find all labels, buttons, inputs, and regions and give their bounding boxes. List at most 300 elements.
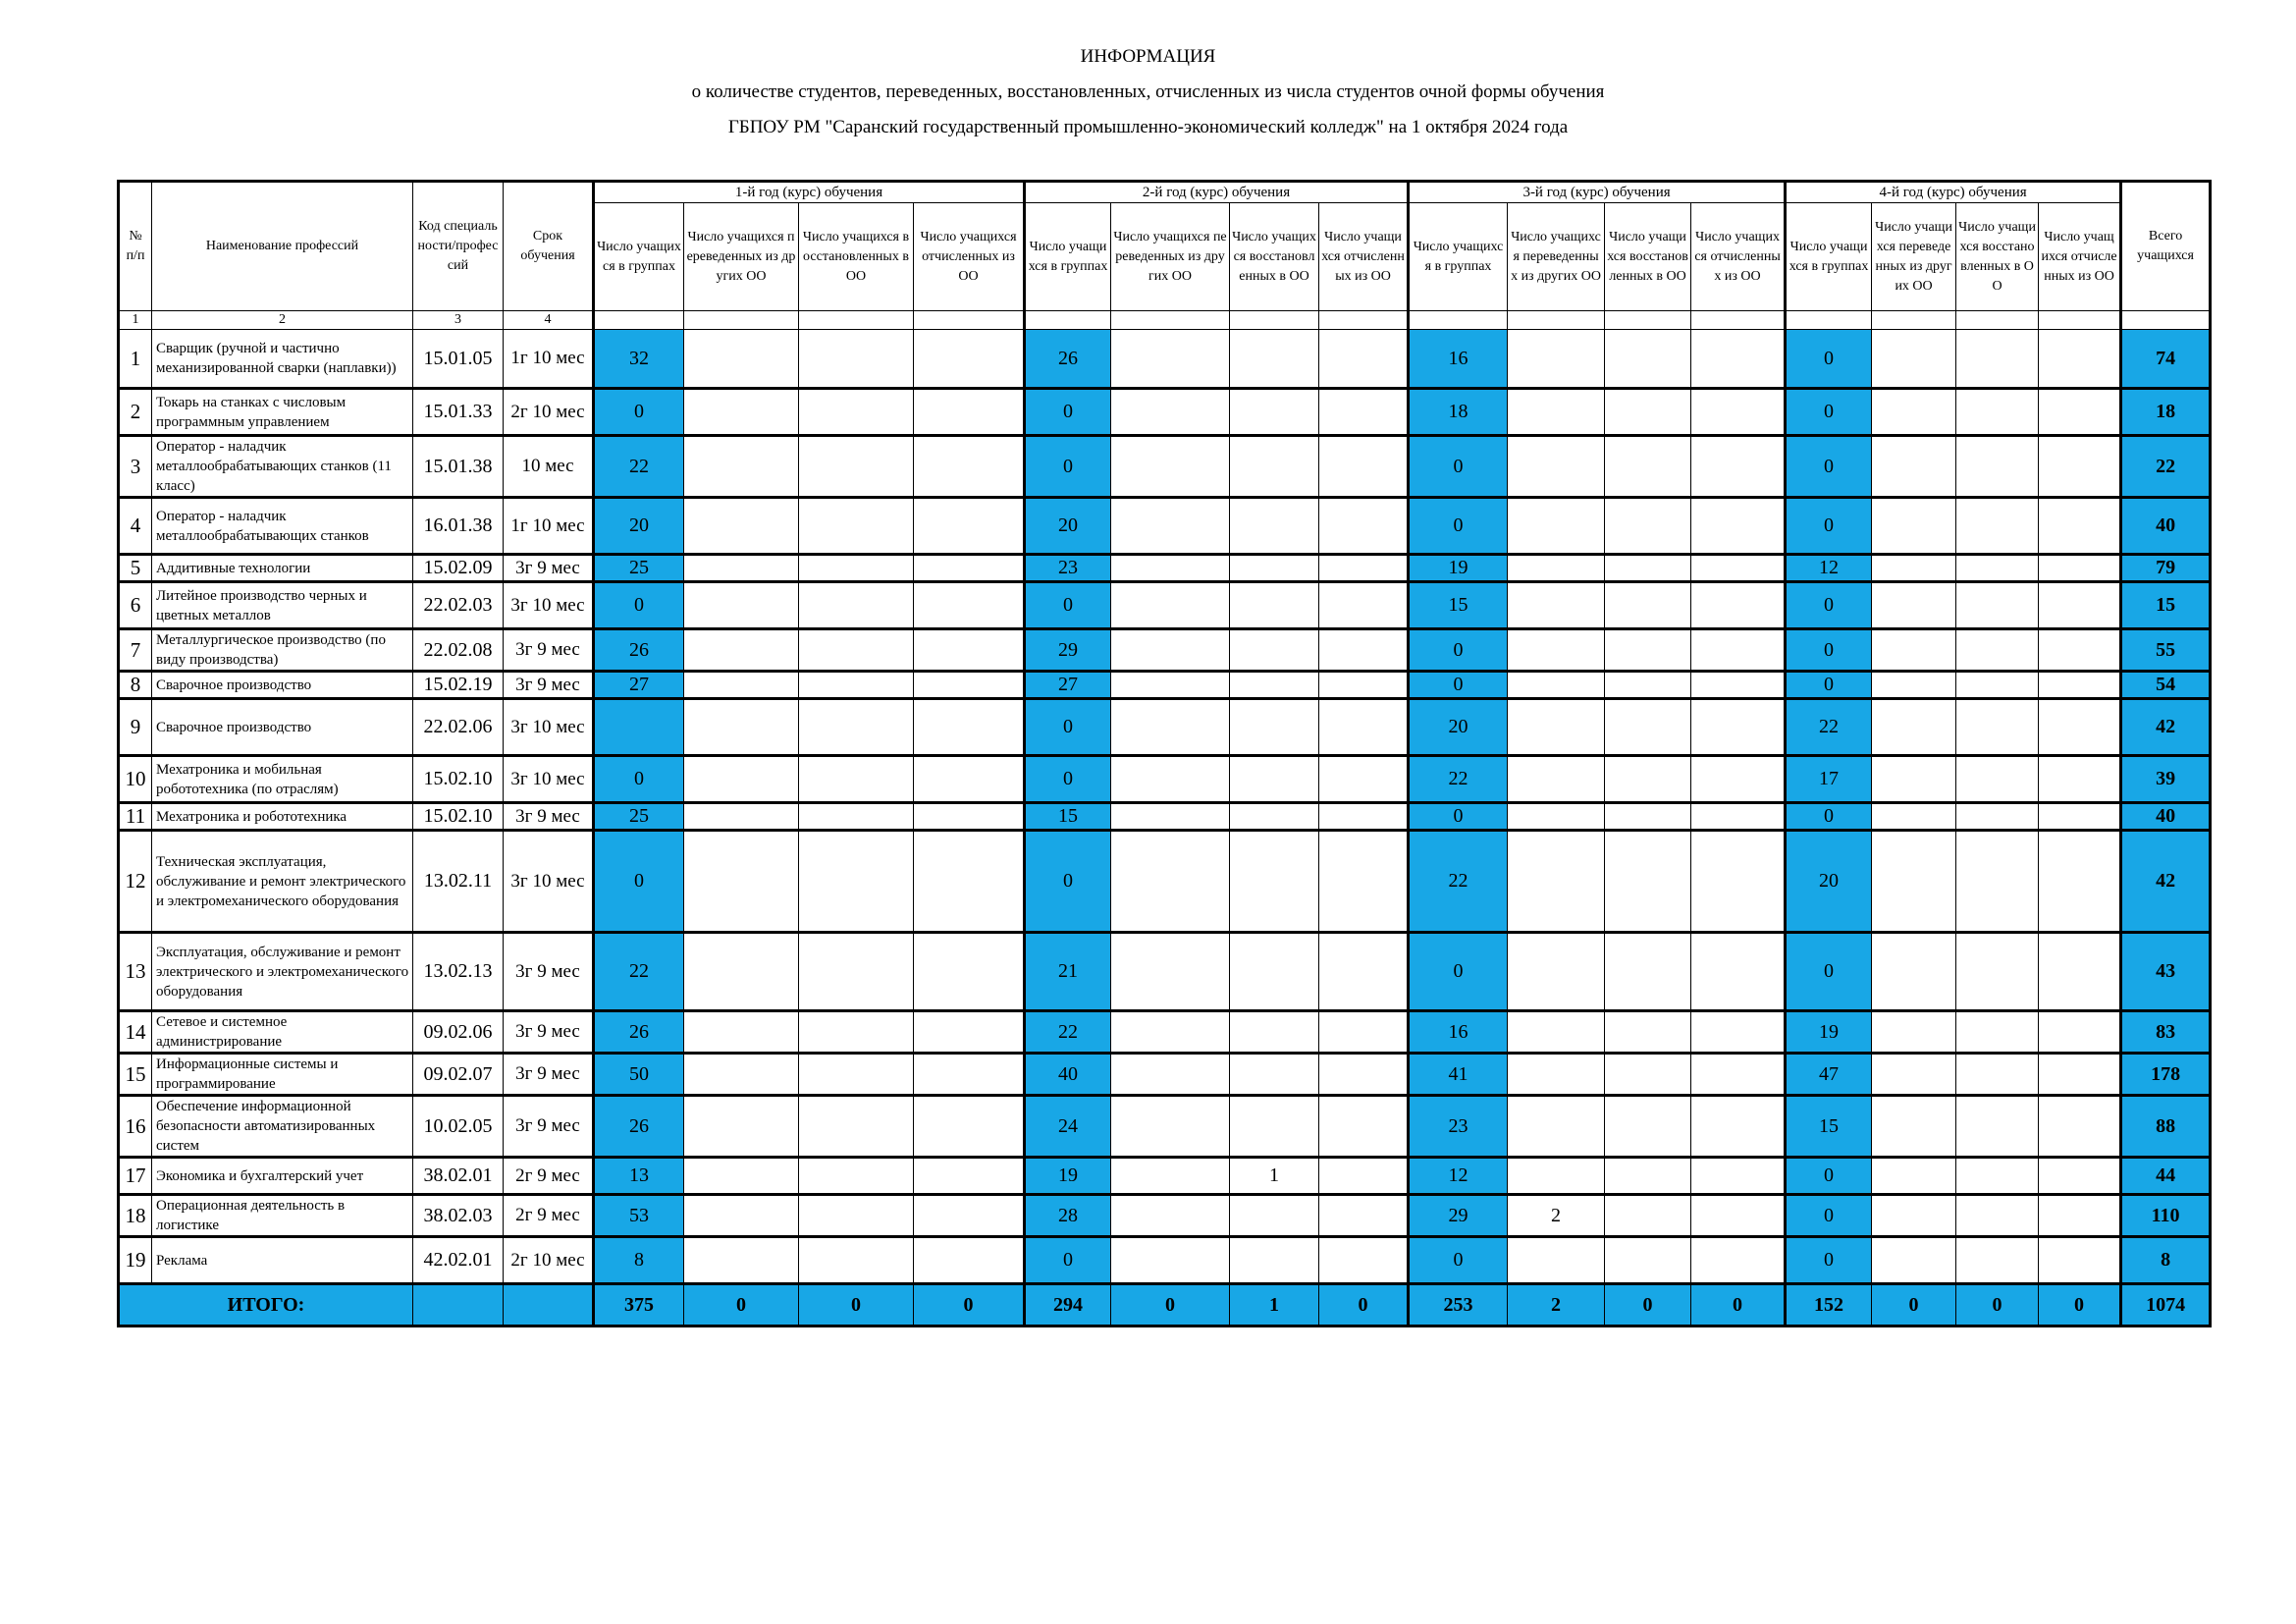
row-number: 14 xyxy=(119,1011,152,1054)
index-cell xyxy=(1319,311,1409,330)
value-cell xyxy=(684,1011,799,1054)
value-cell xyxy=(1872,436,1956,498)
value-cell xyxy=(684,582,799,629)
value-cell xyxy=(1111,803,1230,831)
value-cell xyxy=(1691,330,1786,389)
value-cell xyxy=(1319,1237,1409,1284)
value-cell xyxy=(1111,389,1230,436)
col-header-year-3: 3-й год (курс) обучения xyxy=(1409,182,1786,203)
value-cell xyxy=(1691,803,1786,831)
value-cell xyxy=(914,1158,1025,1195)
value-cell xyxy=(1319,933,1409,1011)
value-cell: 20 xyxy=(1409,699,1508,756)
profession-name: Экономика и бухгалтерский учет xyxy=(152,1158,413,1195)
value-cell xyxy=(799,555,914,582)
row-total: 22 xyxy=(2121,436,2211,498)
totals-value: 294 xyxy=(1025,1284,1111,1326)
totals-value: 0 xyxy=(1956,1284,2039,1326)
value-cell xyxy=(2039,1237,2121,1284)
profession-name: Эксплуатация, обслуживание и ремонт электрического и электромеханического оборудования xyxy=(152,933,413,1011)
value-cell xyxy=(799,831,914,933)
value-cell xyxy=(1872,629,1956,672)
value-cell xyxy=(2039,699,2121,756)
value-cell: 26 xyxy=(1025,330,1111,389)
value-cell xyxy=(1319,389,1409,436)
row-number: 15 xyxy=(119,1054,152,1096)
value-cell xyxy=(1956,831,2039,933)
specialty-code: 22.02.06 xyxy=(413,699,504,756)
value-cell: 50 xyxy=(594,1054,684,1096)
value-cell xyxy=(1508,436,1605,498)
value-cell xyxy=(914,699,1025,756)
value-cell: 25 xyxy=(594,555,684,582)
value-cell xyxy=(1605,436,1691,498)
value-cell: 2 xyxy=(1508,1195,1605,1237)
study-term: 3г 9 мес xyxy=(504,803,594,831)
value-cell xyxy=(914,803,1025,831)
index-cell xyxy=(799,311,914,330)
table-row xyxy=(119,1096,2211,1158)
value-cell: 22 xyxy=(1786,699,1872,756)
document-title: ИНФОРМАЦИЯ xyxy=(1080,46,1216,67)
value-cell xyxy=(1872,389,1956,436)
value-cell xyxy=(1605,582,1691,629)
value-cell xyxy=(1230,699,1319,756)
value-cell: 0 xyxy=(1409,933,1508,1011)
value-cell: 15 xyxy=(1409,582,1508,629)
specialty-code: 38.02.01 xyxy=(413,1158,504,1195)
value-cell xyxy=(799,629,914,672)
value-cell xyxy=(914,1195,1025,1237)
value-cell xyxy=(914,1011,1025,1054)
value-cell xyxy=(1872,555,1956,582)
profession-name: Оператор - наладчик металлообрабатывающих станков xyxy=(152,498,413,555)
profession-name: Информационные системы и программирование xyxy=(152,1054,413,1096)
value-cell xyxy=(1508,330,1605,389)
table-row xyxy=(119,498,2211,555)
specialty-code: 13.02.11 xyxy=(413,831,504,933)
value-cell xyxy=(1230,1195,1319,1237)
document-subtitle: о количестве студентов, переведенных, восстановленных, отчисленных из числа студентов очной формы обучения xyxy=(691,81,1605,102)
sub-header-y2-c3: Число учащихся восстановленных в ОО xyxy=(1230,203,1319,311)
value-cell: 0 xyxy=(1786,436,1872,498)
value-cell xyxy=(799,582,914,629)
sub-header-y2-c2: Число учащихся переведенных из других ОО xyxy=(1111,203,1230,311)
value-cell: 0 xyxy=(1786,629,1872,672)
totals-value: 2 xyxy=(1508,1284,1605,1326)
profession-name: Техническая эксплуатация, обслуживание и ремонт электрического и электромеханического оборудования xyxy=(152,831,413,933)
value-cell: 0 xyxy=(1409,436,1508,498)
value-cell xyxy=(1230,1011,1319,1054)
value-cell: 8 xyxy=(594,1237,684,1284)
sub-header-y4-c4: Число учащихся отчисленных из ОО xyxy=(2039,203,2121,311)
sub-header-y3-c4: Число учащихся отчисленных из ОО xyxy=(1691,203,1786,311)
row-number: 1 xyxy=(119,330,152,389)
value-cell xyxy=(684,629,799,672)
value-cell xyxy=(1872,1195,1956,1237)
value-cell xyxy=(1111,1096,1230,1158)
value-cell: 0 xyxy=(1786,803,1872,831)
value-cell xyxy=(799,1158,914,1195)
specialty-code: 15.01.38 xyxy=(413,436,504,498)
row-number: 17 xyxy=(119,1158,152,1195)
profession-name: Сварочное производство xyxy=(152,672,413,699)
value-cell xyxy=(914,555,1025,582)
col-header-year-1: 1-й год (курс) обучения xyxy=(594,182,1025,203)
value-cell: 0 xyxy=(1786,1195,1872,1237)
value-cell xyxy=(1956,1237,2039,1284)
row-number: 11 xyxy=(119,803,152,831)
value-cell: 19 xyxy=(1025,1158,1111,1195)
value-cell: 24 xyxy=(1025,1096,1111,1158)
col-header-term: Срок обучения xyxy=(504,182,594,311)
value-cell: 0 xyxy=(1025,699,1111,756)
value-cell xyxy=(1956,672,2039,699)
value-cell xyxy=(1508,582,1605,629)
value-cell xyxy=(684,803,799,831)
value-cell xyxy=(1956,1195,2039,1237)
row-number: 16 xyxy=(119,1096,152,1158)
value-cell xyxy=(1956,699,2039,756)
index-cell: 4 xyxy=(504,311,594,330)
specialty-code: 15.02.10 xyxy=(413,756,504,803)
value-cell xyxy=(1872,756,1956,803)
value-cell: 25 xyxy=(594,803,684,831)
row-total: 178 xyxy=(2121,1054,2211,1096)
grand-total: 1074 xyxy=(2121,1284,2211,1326)
value-cell xyxy=(1872,1054,1956,1096)
value-cell xyxy=(2039,436,2121,498)
value-cell xyxy=(1319,498,1409,555)
profession-name: Сварщик (ручной и частично механизированной сварки (наплавки)) xyxy=(152,330,413,389)
row-number: 5 xyxy=(119,555,152,582)
value-cell xyxy=(1111,699,1230,756)
value-cell: 0 xyxy=(1025,756,1111,803)
value-cell xyxy=(1691,1195,1786,1237)
totals-value: 0 xyxy=(684,1284,799,1326)
value-cell xyxy=(799,498,914,555)
profession-name: Литейное производство черных и цветных металлов xyxy=(152,582,413,629)
value-cell xyxy=(1956,1011,2039,1054)
profession-name: Реклама xyxy=(152,1237,413,1284)
value-cell xyxy=(1508,803,1605,831)
value-cell xyxy=(799,1237,914,1284)
value-cell: 40 xyxy=(1025,1054,1111,1096)
totals-empty xyxy=(413,1284,504,1326)
study-term: 3г 9 мес xyxy=(504,1011,594,1054)
value-cell xyxy=(1111,756,1230,803)
value-cell xyxy=(914,582,1025,629)
students-table xyxy=(117,180,2212,1327)
value-cell xyxy=(799,1096,914,1158)
table-row xyxy=(119,933,2211,1011)
value-cell xyxy=(1872,672,1956,699)
value-cell xyxy=(1956,555,2039,582)
totals-value: 0 xyxy=(1691,1284,1786,1326)
profession-name: Сварочное производство xyxy=(152,699,413,756)
table-row xyxy=(119,831,2211,933)
value-cell xyxy=(1508,1096,1605,1158)
table-row xyxy=(119,756,2211,803)
value-cell xyxy=(1319,1054,1409,1096)
table-row xyxy=(119,330,2211,389)
specialty-code: 15.01.05 xyxy=(413,330,504,389)
row-number: 19 xyxy=(119,1237,152,1284)
specialty-code: 10.02.05 xyxy=(413,1096,504,1158)
value-cell xyxy=(2039,330,2121,389)
value-cell xyxy=(1319,330,1409,389)
totals-value: 253 xyxy=(1409,1284,1508,1326)
value-cell xyxy=(684,1096,799,1158)
study-term: 3г 9 мес xyxy=(504,1054,594,1096)
value-cell xyxy=(1605,1237,1691,1284)
index-cell xyxy=(1111,311,1230,330)
sub-header-y1-c2: Число учащихся переведенных из других ОО xyxy=(684,203,799,311)
value-cell xyxy=(1508,629,1605,672)
value-cell xyxy=(1230,933,1319,1011)
value-cell xyxy=(799,803,914,831)
totals-value: 0 xyxy=(1872,1284,1956,1326)
value-cell: 0 xyxy=(1025,831,1111,933)
value-cell xyxy=(1872,699,1956,756)
value-cell xyxy=(1872,803,1956,831)
value-cell xyxy=(1508,498,1605,555)
value-cell xyxy=(1691,672,1786,699)
col-header-year-2: 2-й год (курс) обучения xyxy=(1025,182,1409,203)
row-number: 18 xyxy=(119,1195,152,1237)
value-cell xyxy=(1872,582,1956,629)
sub-header-y1-c3: Число учащихся восстановленных в ОО xyxy=(799,203,914,311)
specialty-code: 09.02.06 xyxy=(413,1011,504,1054)
value-cell: 19 xyxy=(1409,555,1508,582)
value-cell: 0 xyxy=(594,756,684,803)
value-cell xyxy=(2039,498,2121,555)
study-term: 1г 10 мес xyxy=(504,498,594,555)
row-total: 74 xyxy=(2121,330,2211,389)
row-number: 8 xyxy=(119,672,152,699)
value-cell xyxy=(1956,498,2039,555)
value-cell xyxy=(1111,1054,1230,1096)
study-term: 3г 9 мес xyxy=(504,672,594,699)
value-cell: 0 xyxy=(1786,582,1872,629)
sub-header-y3-c1: Число учащихся в группах xyxy=(1409,203,1508,311)
value-cell xyxy=(1691,1054,1786,1096)
value-cell: 12 xyxy=(1786,555,1872,582)
value-cell xyxy=(684,555,799,582)
value-cell xyxy=(1605,831,1691,933)
study-term: 3г 9 мес xyxy=(504,1096,594,1158)
value-cell: 27 xyxy=(1025,672,1111,699)
value-cell xyxy=(914,672,1025,699)
value-cell: 0 xyxy=(1786,389,1872,436)
value-cell xyxy=(1691,1096,1786,1158)
value-cell xyxy=(1872,1011,1956,1054)
value-cell xyxy=(914,1096,1025,1158)
row-number: 4 xyxy=(119,498,152,555)
table-row xyxy=(119,436,2211,498)
totals-value: 1 xyxy=(1230,1284,1319,1326)
value-cell: 15 xyxy=(1786,1096,1872,1158)
value-cell xyxy=(1319,756,1409,803)
value-cell: 0 xyxy=(1409,672,1508,699)
value-cell: 29 xyxy=(1409,1195,1508,1237)
value-cell: 26 xyxy=(594,1011,684,1054)
value-cell xyxy=(799,1011,914,1054)
value-cell xyxy=(1872,498,1956,555)
profession-name: Мехатроника и робототехника xyxy=(152,803,413,831)
value-cell xyxy=(1319,699,1409,756)
value-cell xyxy=(799,672,914,699)
value-cell xyxy=(1508,555,1605,582)
col-header-name: Наименование профессий xyxy=(152,182,413,311)
row-number: 10 xyxy=(119,756,152,803)
value-cell xyxy=(1605,1054,1691,1096)
row-total: 42 xyxy=(2121,699,2211,756)
value-cell xyxy=(1230,1054,1319,1096)
index-cell xyxy=(914,311,1025,330)
value-cell xyxy=(684,672,799,699)
study-term: 3г 10 мес xyxy=(504,756,594,803)
value-cell xyxy=(1691,555,1786,582)
value-cell xyxy=(2039,831,2121,933)
study-term: 3г 10 мес xyxy=(504,582,594,629)
value-cell: 19 xyxy=(1786,1011,1872,1054)
value-cell xyxy=(1111,330,1230,389)
table-row xyxy=(119,629,2211,672)
value-cell xyxy=(1605,629,1691,672)
index-cell xyxy=(1605,311,1691,330)
table-row xyxy=(119,582,2211,629)
value-cell xyxy=(684,389,799,436)
row-total: 83 xyxy=(2121,1011,2211,1054)
value-cell xyxy=(1956,1054,2039,1096)
profession-name: Сетевое и системное администрирование xyxy=(152,1011,413,1054)
value-cell xyxy=(1956,629,2039,672)
value-cell xyxy=(799,1054,914,1096)
value-cell: 47 xyxy=(1786,1054,1872,1096)
table-row xyxy=(119,699,2211,756)
sub-header-y2-c1: Число учащихся в группах xyxy=(1025,203,1111,311)
value-cell xyxy=(2039,1096,2121,1158)
row-number: 6 xyxy=(119,582,152,629)
value-cell xyxy=(2039,389,2121,436)
value-cell xyxy=(1605,803,1691,831)
value-cell: 15 xyxy=(1025,803,1111,831)
value-cell xyxy=(1508,1237,1605,1284)
value-cell xyxy=(1508,831,1605,933)
value-cell xyxy=(1230,1096,1319,1158)
value-cell xyxy=(1319,555,1409,582)
value-cell xyxy=(1691,1011,1786,1054)
value-cell: 53 xyxy=(594,1195,684,1237)
value-cell xyxy=(1319,582,1409,629)
value-cell xyxy=(684,436,799,498)
col-header-total: Всего учащихся xyxy=(2121,182,2211,311)
value-cell xyxy=(1111,582,1230,629)
value-cell xyxy=(1319,1011,1409,1054)
value-cell: 0 xyxy=(1786,1158,1872,1195)
value-cell xyxy=(1956,803,2039,831)
value-cell: 22 xyxy=(1409,756,1508,803)
value-cell xyxy=(1319,1158,1409,1195)
value-cell xyxy=(914,831,1025,933)
index-cell xyxy=(1691,311,1786,330)
row-total: 44 xyxy=(2121,1158,2211,1195)
study-term: 2г 10 мес xyxy=(504,1237,594,1284)
sub-header-y1-c4: Число учащихся отчисленных из ОО xyxy=(914,203,1025,311)
index-cell xyxy=(1786,311,1872,330)
row-number: 9 xyxy=(119,699,152,756)
index-cell xyxy=(1025,311,1111,330)
value-cell xyxy=(1691,436,1786,498)
value-cell xyxy=(1111,1158,1230,1195)
index-cell xyxy=(684,311,799,330)
value-cell: 0 xyxy=(1786,498,1872,555)
value-cell xyxy=(1691,756,1786,803)
totals-label: ИТОГО: xyxy=(119,1284,413,1326)
profession-name: Токарь на станках с числовым программным управлением xyxy=(152,389,413,436)
value-cell xyxy=(684,1195,799,1237)
totals-value: 0 xyxy=(1111,1284,1230,1326)
row-total: 43 xyxy=(2121,933,2211,1011)
document-heading xyxy=(0,39,2296,145)
value-cell xyxy=(914,756,1025,803)
study-term: 3г 10 мес xyxy=(504,699,594,756)
value-cell xyxy=(1319,1096,1409,1158)
document-organization: ГБПОУ РМ "Саранский государственный промышленно-экономический колледж" на 1 октября 2024 года xyxy=(727,117,1569,137)
value-cell: 20 xyxy=(1786,831,1872,933)
row-total: 54 xyxy=(2121,672,2211,699)
value-cell xyxy=(1956,1158,2039,1195)
index-cell: 2 xyxy=(152,311,413,330)
sub-header-y4-c1: Число учащихся в группах xyxy=(1786,203,1872,311)
value-cell: 26 xyxy=(594,629,684,672)
specialty-code: 16.01.38 xyxy=(413,498,504,555)
value-cell xyxy=(914,498,1025,555)
value-cell xyxy=(1872,330,1956,389)
row-total: 15 xyxy=(2121,582,2211,629)
value-cell xyxy=(1691,1158,1786,1195)
value-cell: 16 xyxy=(1409,1011,1508,1054)
value-cell xyxy=(684,1158,799,1195)
index-cell xyxy=(1956,311,2039,330)
value-cell: 0 xyxy=(594,831,684,933)
study-term: 2г 10 мес xyxy=(504,389,594,436)
value-cell: 0 xyxy=(1409,1237,1508,1284)
value-cell xyxy=(1508,1054,1605,1096)
value-cell xyxy=(1605,498,1691,555)
value-cell: 22 xyxy=(594,436,684,498)
value-cell: 22 xyxy=(1025,1011,1111,1054)
value-cell xyxy=(1319,803,1409,831)
specialty-code: 15.02.19 xyxy=(413,672,504,699)
value-cell xyxy=(1508,389,1605,436)
value-cell xyxy=(1508,756,1605,803)
value-cell xyxy=(1111,1195,1230,1237)
value-cell xyxy=(1230,831,1319,933)
value-cell: 0 xyxy=(1786,330,1872,389)
value-cell xyxy=(1230,803,1319,831)
specialty-code: 09.02.07 xyxy=(413,1054,504,1096)
value-cell xyxy=(2039,1054,2121,1096)
value-cell xyxy=(1111,1011,1230,1054)
row-number: 3 xyxy=(119,436,152,498)
value-cell: 17 xyxy=(1786,756,1872,803)
index-cell xyxy=(2039,311,2121,330)
value-cell xyxy=(1605,933,1691,1011)
value-cell xyxy=(684,831,799,933)
table-row xyxy=(119,672,2211,699)
